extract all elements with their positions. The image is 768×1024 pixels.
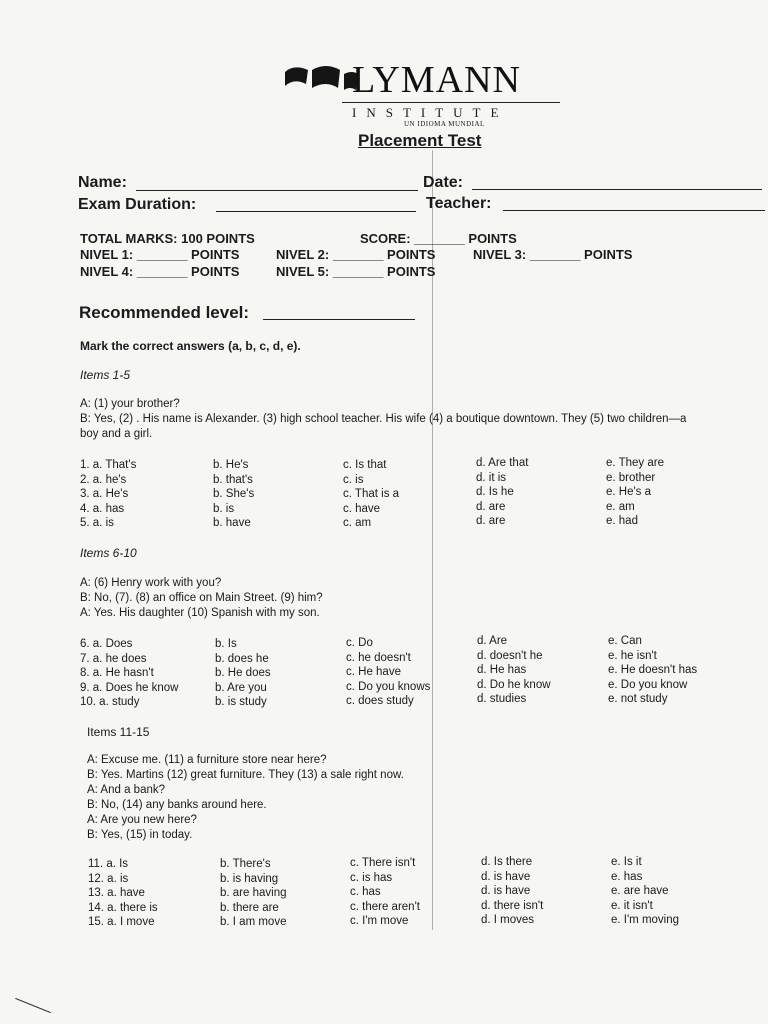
option-text[interactable]: b. does he bbox=[215, 652, 269, 665]
option-text[interactable]: c. has bbox=[350, 886, 381, 899]
score-line: SCORE: _______ POINTS bbox=[360, 231, 517, 246]
institute-logo bbox=[282, 58, 562, 128]
option-text[interactable]: 6. a. Does bbox=[80, 638, 133, 650]
recommended-level-field[interactable] bbox=[263, 319, 415, 320]
option-text[interactable]: d. Is he bbox=[476, 486, 514, 499]
option-text[interactable]: d. Is there bbox=[481, 856, 533, 868]
exam-duration-field[interactable] bbox=[216, 211, 416, 212]
option-text[interactable]: d. is have bbox=[481, 885, 531, 898]
option-text[interactable]: e. it isn't bbox=[611, 899, 653, 912]
option-text[interactable]: d. are bbox=[476, 515, 506, 528]
option-text[interactable]: 12. a. is bbox=[88, 872, 129, 885]
option-text[interactable]: b. there are bbox=[220, 901, 279, 914]
section-heading-2: Items 6-10 bbox=[80, 546, 137, 560]
option-text[interactable]: b. that's bbox=[213, 473, 253, 486]
recommended-level-label: Recommended level: bbox=[79, 303, 250, 322]
option-text[interactable]: d. Are that bbox=[476, 457, 529, 469]
option-text[interactable]: 1. a. That's bbox=[80, 459, 137, 471]
option-text[interactable]: c. have bbox=[343, 502, 381, 515]
option-text[interactable]: d. there isn't bbox=[481, 899, 544, 912]
option-text[interactable]: 10. a. study bbox=[80, 696, 140, 709]
option-text[interactable]: b. are having bbox=[220, 887, 287, 900]
scan-stroke bbox=[15, 998, 51, 1013]
dialogue-2 bbox=[80, 576, 768, 621]
dialogue-line: B: No, (7). (8) an office on Main Street. (9) him? bbox=[80, 592, 323, 604]
option-text[interactable]: e. has bbox=[611, 870, 643, 883]
option-text[interactable]: c. Is that bbox=[343, 459, 387, 471]
option-text[interactable]: 13. a. have bbox=[88, 887, 145, 900]
option-text[interactable]: e. Can bbox=[608, 635, 642, 647]
date-field[interactable] bbox=[472, 189, 762, 190]
nivel-2: NIVEL 2: _______ POINTS bbox=[276, 247, 436, 262]
total-marks: TOTAL MARKS: 100 POINTS bbox=[80, 231, 255, 246]
logo-underline bbox=[342, 102, 560, 103]
option-text[interactable]: c. He have bbox=[346, 666, 401, 679]
dialogue-line: B: Yes, (2) . His name is Alexander. (3) high school teacher. His wife (4) a boutique downtown. They (5) two children—a bbox=[80, 413, 687, 425]
option-text[interactable]: e. am bbox=[606, 500, 635, 513]
dialogue-3 bbox=[87, 753, 767, 843]
option-text[interactable]: d. He has bbox=[477, 664, 527, 677]
option-text[interactable]: d. studies bbox=[477, 693, 527, 706]
instructions: Mark the correct answers (a, b, c, d, e). bbox=[80, 339, 301, 353]
scan-vertical-line bbox=[432, 150, 433, 930]
option-text[interactable]: e. Do you know bbox=[608, 678, 688, 691]
option-text[interactable]: c. does study bbox=[346, 695, 414, 708]
option-text[interactable]: 5. a. is bbox=[80, 517, 114, 530]
nivel-3: NIVEL 3: _______ POINTS bbox=[473, 247, 633, 262]
option-text[interactable]: c. That is a bbox=[343, 488, 400, 501]
option-text[interactable]: d. Do he know bbox=[477, 678, 551, 691]
option-text[interactable]: e. had bbox=[606, 515, 638, 528]
option-text[interactable]: c. Do you knows bbox=[346, 680, 431, 693]
dialogue-line: A: Excuse me. (11) a furniture store near here? bbox=[87, 754, 327, 766]
option-text[interactable]: b. is bbox=[213, 502, 235, 515]
nivel-1: NIVEL 1: _______ POINTS bbox=[80, 247, 240, 262]
section-heading-3: Items 11-15 bbox=[87, 725, 150, 739]
option-text[interactable]: 4. a. has bbox=[80, 502, 125, 515]
option-text[interactable]: d. is have bbox=[481, 870, 531, 883]
option-text[interactable]: b. is study bbox=[215, 696, 267, 709]
option-text[interactable]: d. I moves bbox=[481, 914, 535, 927]
option-text[interactable]: e. They are bbox=[606, 457, 664, 469]
option-text[interactable]: b. She's bbox=[213, 488, 255, 501]
date-label: Date: bbox=[423, 174, 464, 191]
option-text[interactable]: c. Do bbox=[346, 637, 373, 649]
option-text[interactable]: d. Are bbox=[477, 635, 508, 647]
dialogue-line: B: No, (14) any banks around here. bbox=[87, 799, 267, 811]
option-text[interactable]: b. Is bbox=[215, 638, 237, 650]
section-heading-1: Items 1-5 bbox=[80, 368, 131, 382]
nivel-5: NIVEL 5: _______ POINTS bbox=[276, 264, 436, 279]
option-text[interactable]: b. I am move bbox=[220, 916, 287, 929]
option-text[interactable]: e. brother bbox=[606, 471, 656, 484]
option-text[interactable]: b. have bbox=[213, 517, 251, 530]
name-field[interactable] bbox=[136, 190, 418, 191]
teacher-field[interactable] bbox=[503, 210, 765, 211]
option-text[interactable]: 3. a. He's bbox=[80, 488, 129, 501]
option-text[interactable]: c. is bbox=[343, 473, 364, 486]
option-text[interactable]: e. he isn't bbox=[608, 649, 657, 662]
flag-logo-icon bbox=[282, 62, 360, 102]
dialogue-line: boy and a girl. bbox=[80, 428, 153, 440]
dialogue-line: A: Are you new here? bbox=[87, 814, 197, 826]
logo-text: LYMANN bbox=[352, 59, 521, 101]
nivel-4: NIVEL 4: _______ POINTS bbox=[80, 264, 240, 279]
option-text[interactable]: 7. a. he does bbox=[80, 652, 147, 665]
option-text[interactable]: d. it is bbox=[476, 471, 507, 484]
option-text[interactable]: e. I'm moving bbox=[611, 914, 680, 927]
option-text[interactable]: e. He's a bbox=[606, 486, 652, 499]
dialogue-1 bbox=[80, 397, 768, 442]
dialogue-line: A: (6) Henry work with you? bbox=[80, 577, 222, 589]
dialogue-line: A: And a bank? bbox=[87, 784, 166, 796]
option-text[interactable]: c. there aren't bbox=[350, 900, 420, 913]
option-text[interactable]: c. am bbox=[343, 517, 372, 530]
name-label: Name: bbox=[78, 174, 127, 191]
option-text[interactable]: d. are bbox=[476, 500, 506, 513]
option-text[interactable]: b. He does bbox=[215, 667, 271, 680]
page-title: Placement Test bbox=[358, 131, 482, 150]
dialogue-line: A: (1) your brother? bbox=[80, 398, 180, 410]
option-text[interactable]: c. he doesn't bbox=[346, 651, 411, 664]
option-text[interactable]: d. doesn't he bbox=[477, 649, 543, 662]
option-text[interactable]: c. I'm move bbox=[350, 915, 409, 928]
option-text[interactable]: 2. a. he's bbox=[80, 473, 127, 486]
teacher-label: Teacher: bbox=[426, 195, 492, 212]
option-text[interactable]: e. not study bbox=[608, 693, 668, 706]
option-text[interactable]: b. Are you bbox=[215, 681, 267, 694]
option-text[interactable]: 15. a. I move bbox=[88, 916, 155, 929]
tagline-text: UN IDIOMA MUNDIAL bbox=[404, 120, 485, 128]
institute-text: INSTITUTE bbox=[352, 105, 509, 120]
option-text[interactable]: 11. a. Is bbox=[88, 858, 129, 870]
option-text[interactable]: e. He doesn't has bbox=[608, 664, 698, 677]
dialogue-line: B: Yes. Martins (12) great furniture. They (13) a sale right now. bbox=[87, 769, 404, 781]
dialogue-line: B: Yes, (15) in today. bbox=[87, 829, 193, 841]
option-text[interactable]: 8. a. He hasn't bbox=[80, 667, 154, 680]
exam-duration-label: Exam Duration: bbox=[78, 196, 197, 213]
option-text[interactable]: 14. a. there is bbox=[88, 901, 158, 914]
dialogue-line: A: Yes. His daughter (10) Spanish with my son. bbox=[80, 607, 320, 619]
option-text[interactable]: e. Is it bbox=[611, 856, 642, 868]
option-text[interactable]: 9. a. Does he know bbox=[80, 681, 179, 694]
option-text[interactable]: b. is having bbox=[220, 872, 279, 885]
option-text[interactable]: c. There isn't bbox=[350, 857, 416, 869]
option-text[interactable]: c. is has bbox=[350, 871, 393, 884]
option-text[interactable]: e. are have bbox=[611, 885, 669, 898]
option-text[interactable]: b. There's bbox=[220, 858, 271, 870]
option-text[interactable]: b. He's bbox=[213, 459, 249, 471]
